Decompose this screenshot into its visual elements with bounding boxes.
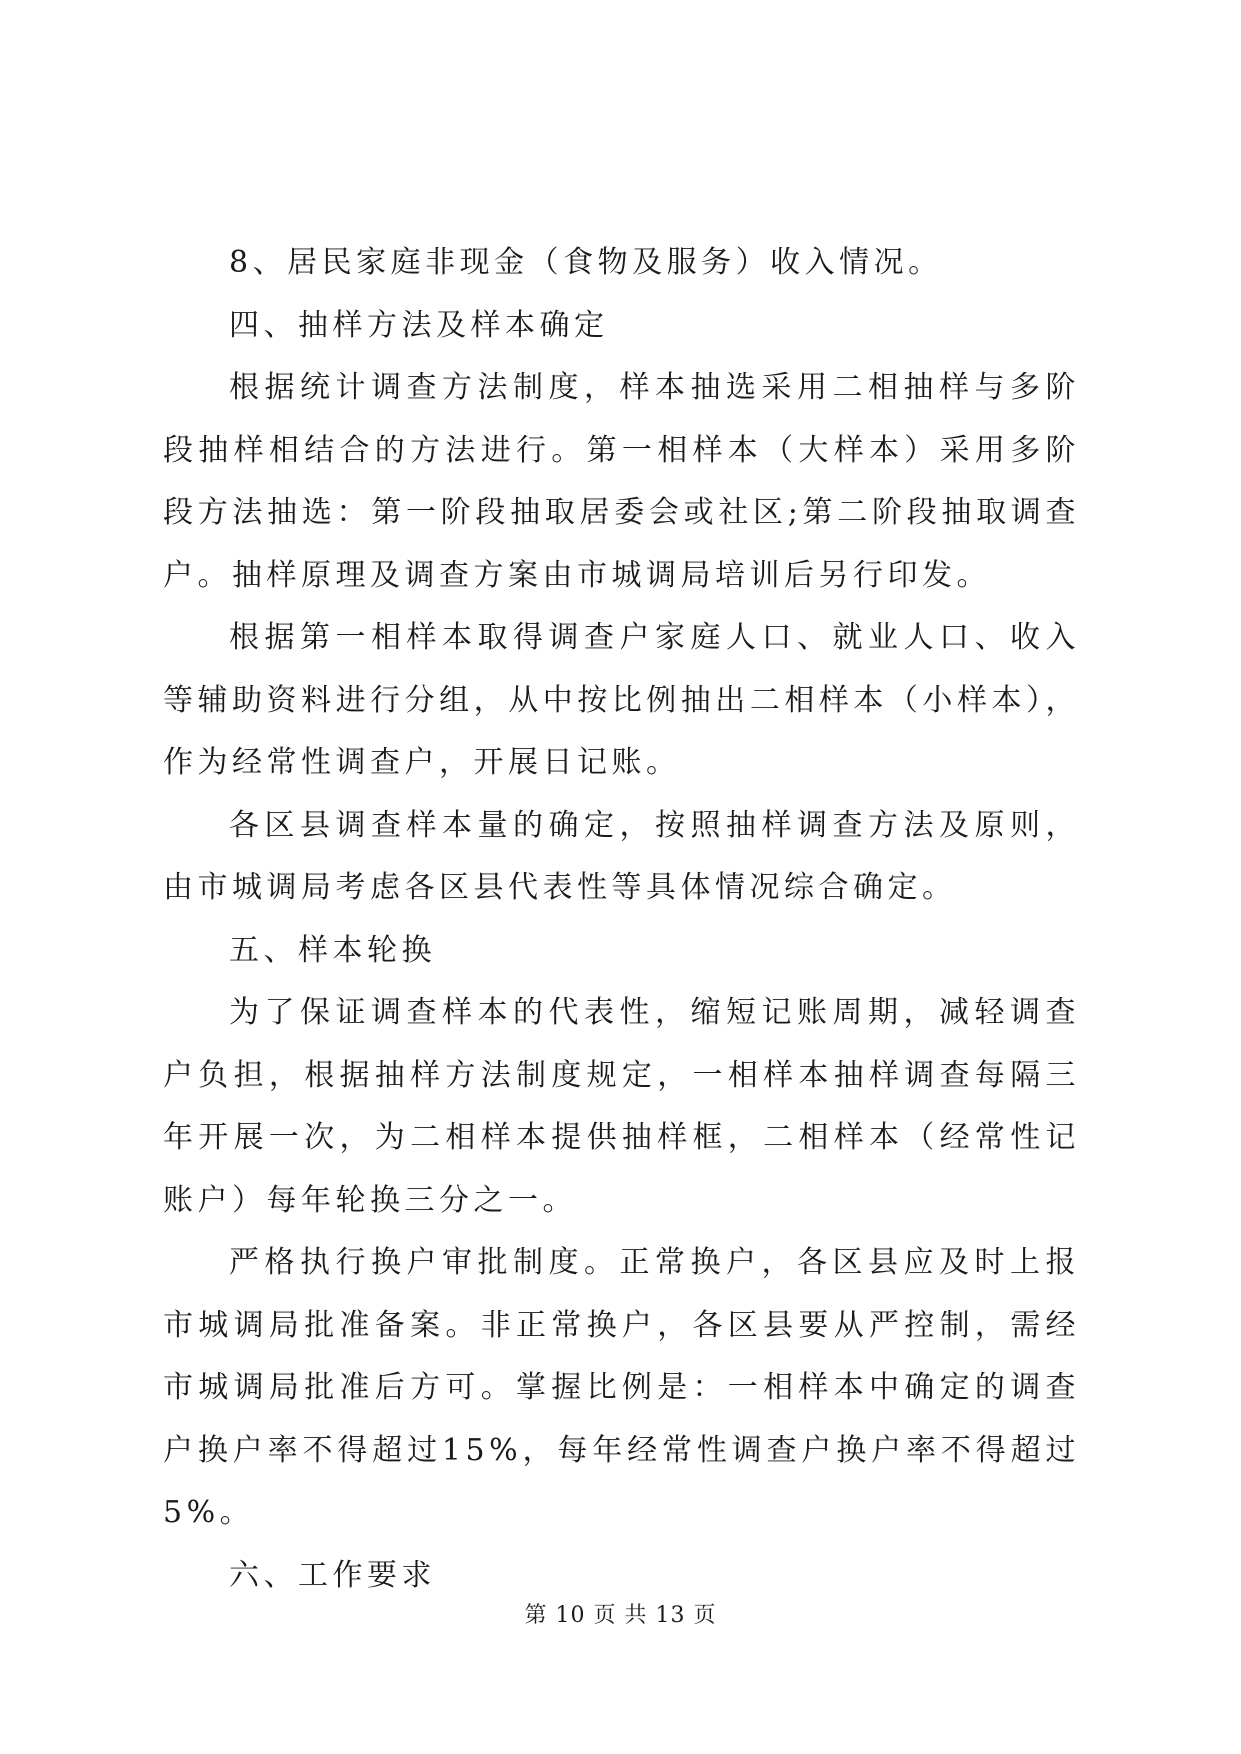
section-heading-sample-rotation: 五、样本轮换	[229, 932, 436, 968]
paragraph-sampling-method: 根据统计调查方法制度，样本抽选采用二相抽样与多阶段抽样相结合的方法进行。第一相样本（大样本）采用多阶段方法抽选：第一阶段抽取居委会或社区;第二阶段抽取调查户。抽样原理及调查方案由市城调局培训后另行印发。	[163, 370, 1080, 593]
paragraph-second-phase-sample: 根据第一相样本取得调查户家庭人口、就业人口、收入等辅助资料进行分组，从中按比例抽出二相样本（小样本），作为经常性调查户，开展日记账。	[163, 620, 1080, 780]
section-heading-work-requirements: 六、工作要求	[229, 1557, 436, 1593]
paragraph-rotation-rules: 为了保证调查样本的代表性，缩短记账周期，减轻调查户负担，根据抽样方法制度规定，一相样本抽样调查每隔三年开展一次，为二相样本提供抽样框，二相样本（经常性记账户）每年轮换三分之一。	[163, 995, 1080, 1218]
section-heading-sampling-method: 四、抽样方法及样本确定	[229, 307, 609, 343]
paragraph-sample-size: 各区县调查样本量的确定，按照抽样调查方法及原则，由市城调局考虑各区县代表性等具体情况综合确定。	[163, 807, 1080, 905]
document-body	[163, 232, 1080, 1607]
list-item-non-cash-income: 8、居民家庭非现金（食物及服务）收入情况。	[229, 245, 943, 280]
paragraph-replacement-approval: 严格执行换户审批制度。正常换户，各区县应及时上报市城调局批准备案。非正常换户，各区县要从严控制，需经市城调局批准后方可。掌握比例是：一相样本中确定的调查户换户率不得超过15%，每年经常性调查户换户率不得超过5%。	[163, 1245, 1080, 1530]
page-number-footer: 第 10 页 共 13 页	[524, 1603, 717, 1628]
